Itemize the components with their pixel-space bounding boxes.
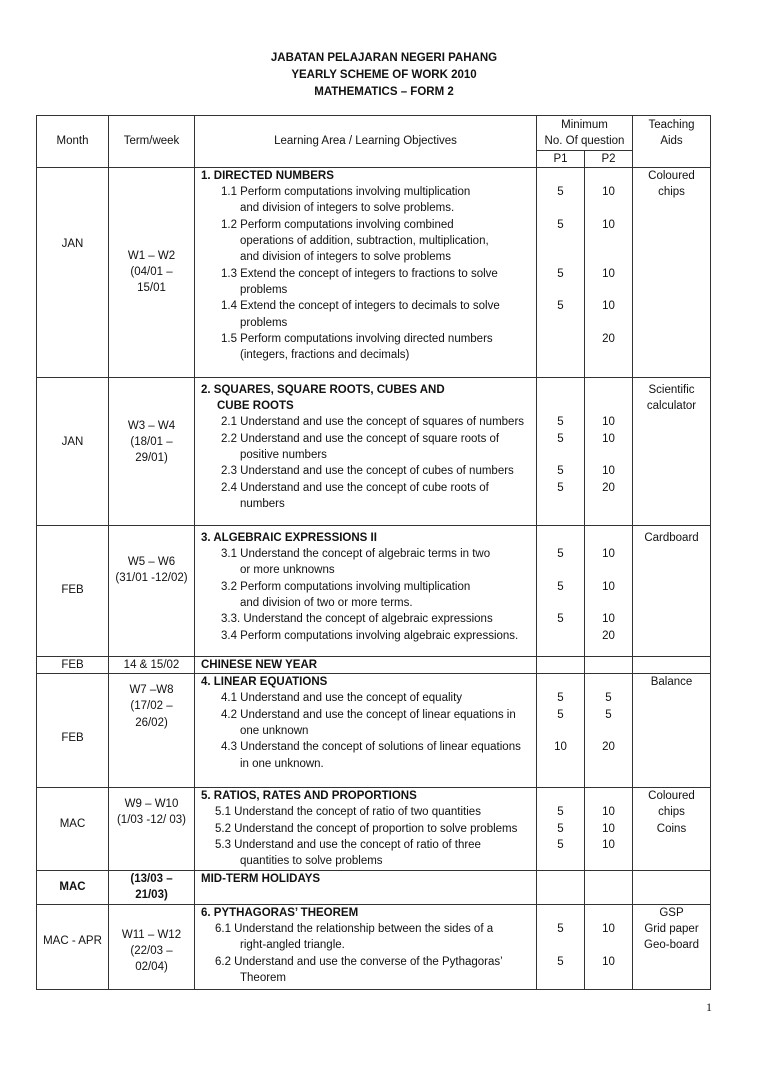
p1-value: 5 <box>557 822 564 835</box>
p2-cell <box>585 674 633 788</box>
col-month-header: Month <box>37 116 109 168</box>
teaching-aid: Geo-board <box>644 939 699 952</box>
p1-value <box>537 723 584 739</box>
term-cell <box>109 377 195 525</box>
p1-spacer <box>537 398 584 414</box>
term-line: 26/02) <box>135 716 168 729</box>
p1-cell <box>537 674 585 788</box>
p2-value <box>585 756 632 772</box>
p1-spacer <box>537 657 584 673</box>
p2-spacer <box>585 398 632 414</box>
term-line: W3 – W4 <box>127 419 176 432</box>
learning-area-title: 4. LINEAR EQUATIONS <box>201 676 328 689</box>
p2-spacer <box>585 674 632 690</box>
learning-objective: positive numbers <box>240 449 327 462</box>
month-cell <box>37 525 109 656</box>
learning-objective: and division of two or more terms. <box>240 597 413 610</box>
p1-value: 5 <box>557 692 564 705</box>
aids-cell <box>633 525 711 656</box>
p1-value: 5 <box>557 839 564 852</box>
p2-cell <box>585 377 633 525</box>
teaching-aid: GSP <box>659 906 684 919</box>
p2-cell <box>585 788 633 871</box>
p2-spacer <box>585 657 632 673</box>
p2-value <box>585 447 632 463</box>
term-line: 29/01) <box>135 452 168 465</box>
p2-value: 10 <box>602 186 615 199</box>
learning-cell <box>195 167 537 377</box>
term-line: (1/03 -12/ 03) <box>116 814 187 827</box>
learning-objective: 1.3 Extend the concept of integers to fractions to solve <box>221 267 498 280</box>
p2-value: 10 <box>602 613 615 626</box>
aids-cell <box>633 871 711 905</box>
p1-value: 5 <box>557 923 564 936</box>
p2-cell <box>585 656 633 673</box>
term-line: 15/01 <box>137 282 166 295</box>
p1-spacer <box>537 530 584 546</box>
p1-value: 5 <box>557 186 564 199</box>
month-label: JAN <box>61 435 84 448</box>
learning-objective: (integers, fractions and decimals) <box>240 349 410 362</box>
learning-objective: and division of integers to solve problems <box>240 251 451 264</box>
term-line: 14 & 15/02 <box>123 658 180 671</box>
term-block <box>109 248 194 297</box>
learning-cell <box>195 904 537 989</box>
p1-value: 5 <box>557 300 564 313</box>
term-line: W11 – W12 <box>121 928 182 941</box>
p2-value <box>585 233 632 249</box>
learning-cell <box>195 656 537 673</box>
col-p2-header: P2 <box>585 150 633 167</box>
p1-value: 5 <box>557 267 564 280</box>
p2-spacer <box>585 530 632 546</box>
learning-objective: 4.1 Understand and use the concept of equality <box>221 692 463 705</box>
p1-value <box>537 347 584 363</box>
learning-objective: 1.1 Perform computations involving multiplication <box>221 186 471 199</box>
p2-cell <box>585 871 633 905</box>
learning-objective: 3.4 Perform computations involving algebraic expressions. <box>221 629 519 642</box>
learning-cell <box>195 871 537 905</box>
teaching-aid: Scientific <box>648 383 695 396</box>
p2-value: 5 <box>605 692 612 705</box>
learning-objective: 5.2 Understand the concept of proportion to solve problems <box>215 822 518 835</box>
month-label: FEB <box>61 658 84 671</box>
p2-value: 10 <box>602 923 615 936</box>
p1-value <box>537 233 584 249</box>
term-line: (04/01 – <box>130 266 173 279</box>
p1-spacer <box>537 871 584 887</box>
term-line: (31/01 -12/02) <box>115 572 188 585</box>
p2-spacer <box>585 382 632 398</box>
p1-value <box>537 628 584 644</box>
learning-area-title: MID-TERM HOLIDAYS <box>201 873 321 886</box>
month-label: MAC - APR <box>43 934 102 947</box>
teaching-aid: Coloured <box>648 169 695 182</box>
month-cell <box>37 871 109 905</box>
p1-spacer <box>537 905 584 921</box>
p2-value <box>585 970 632 986</box>
table-row <box>37 525 711 656</box>
p1-value: 5 <box>557 218 564 231</box>
teaching-aid: chips <box>658 806 685 819</box>
p2-value <box>585 562 632 578</box>
p2-value: 20 <box>602 481 615 494</box>
learning-area-title: CHINESE NEW YEAR <box>201 658 318 671</box>
p1-value: 5 <box>557 465 564 478</box>
teaching-aid: calculator <box>646 400 697 413</box>
learning-objective: and division of integers to solve problems. <box>240 202 455 215</box>
p1-value <box>537 756 584 772</box>
p2-spacer <box>585 871 632 887</box>
p1-value <box>537 331 584 347</box>
learning-area-title: 5. RATIOS, RATES AND PROPORTIONS <box>201 790 417 803</box>
p2-value: 10 <box>602 432 615 445</box>
aids-cell <box>633 377 711 525</box>
doc-title-line1: JABATAN PELAJARAN NEGERI PAHANG <box>270 52 498 64</box>
teaching-aid: chips <box>658 186 685 199</box>
learning-objective: in one unknown. <box>240 757 324 770</box>
term-cell <box>109 525 195 656</box>
month-label: FEB <box>61 732 84 745</box>
p2-value <box>585 723 632 739</box>
p1-value <box>537 496 584 512</box>
term-line: W7 –W8 <box>129 684 174 697</box>
p2-value: 10 <box>602 300 615 313</box>
p2-value: 10 <box>602 822 615 835</box>
p2-spacer <box>585 788 632 804</box>
page-number: 1 <box>706 1000 712 1014</box>
learning-objective: 3.3. Understand the concept of algebraic expressions <box>221 613 493 626</box>
table-row <box>37 167 711 377</box>
p2-value: 5 <box>605 708 612 721</box>
p1-value: 5 <box>557 708 564 721</box>
learning-area-title-cont: CUBE ROOTS <box>217 400 294 413</box>
learning-objective: 2.1 Understand and use the concept of squares of numbers <box>221 416 525 429</box>
term-line: W9 – W10 <box>124 798 179 811</box>
p1-value: 5 <box>557 416 564 429</box>
term-block <box>109 796 194 829</box>
p2-value <box>585 282 632 298</box>
col-learning-header: Learning Area / Learning Objectives <box>195 116 537 168</box>
learning-objective: 5.1 Understand the concept of ratio of two quantities <box>215 806 481 819</box>
doc-title-line2: YEARLY SCHEME OF WORK 2010 <box>291 69 477 81</box>
p2-value <box>585 595 632 611</box>
p1-value: 5 <box>557 548 564 561</box>
p2-value: 10 <box>602 580 615 593</box>
min-label-2: No. Of question <box>544 135 625 148</box>
learning-objective: 2.2 Understand and use the concept of square roots of <box>221 432 500 445</box>
learning-objective: 2.3 Understand and use the concept of cubes of numbers <box>221 465 514 478</box>
p1-cell <box>537 525 585 656</box>
p1-value <box>537 249 584 265</box>
learning-objective: 5.3 Understand and use the concept of ratio of three <box>215 839 481 852</box>
term-line: 02/04) <box>135 961 168 974</box>
table-row <box>37 871 711 905</box>
aids-cell <box>633 788 711 871</box>
p2-value: 10 <box>602 267 615 280</box>
p1-cell <box>537 871 585 905</box>
p2-value <box>585 249 632 265</box>
p1-value <box>537 970 584 986</box>
term-block <box>109 682 194 731</box>
p2-value: 10 <box>602 465 615 478</box>
month-cell <box>37 904 109 989</box>
p1-value <box>537 282 584 298</box>
aids-cell <box>633 674 711 788</box>
p2-value <box>585 496 632 512</box>
p2-value: 20 <box>602 741 615 754</box>
p2-value <box>585 315 632 331</box>
table-row <box>37 656 711 673</box>
term-block <box>109 871 194 904</box>
term-line: (18/01 – <box>130 436 173 449</box>
p2-value <box>585 347 632 363</box>
learning-area-title: 1. DIRECTED NUMBERS <box>201 169 334 182</box>
p1-spacer <box>537 674 584 690</box>
table-row <box>37 377 711 525</box>
p1-cell <box>537 904 585 989</box>
p1-spacer <box>537 168 584 184</box>
term-block <box>109 657 194 673</box>
learning-objective: problems <box>240 316 288 329</box>
p1-spacer <box>537 382 584 398</box>
p1-value: 5 <box>557 613 564 626</box>
learning-cell <box>195 788 537 871</box>
learning-objective: 1.4 Extend the concept of integers to decimals to solve <box>221 300 500 313</box>
learning-objective: or more unknowns <box>240 564 335 577</box>
learning-objective: 3.2 Perform computations involving multiplication <box>221 580 471 593</box>
term-line: (13/03 – <box>130 873 173 886</box>
learning-area-title: 6. PYTHAGORAS’ THEOREM <box>201 906 359 919</box>
p1-value: 5 <box>557 806 564 819</box>
learning-objective: numbers <box>240 497 285 510</box>
p2-cell <box>585 904 633 989</box>
learning-area-title: 3. ALGEBRAIC EXPRESSIONS II <box>201 531 377 544</box>
learning-cell <box>195 674 537 788</box>
learning-area-title: 2. SQUARES, SQUARE ROOTS, CUBES AND <box>201 383 445 396</box>
p2-value: 20 <box>602 332 615 345</box>
learning-objective: problems <box>240 283 288 296</box>
aids-cell <box>633 167 711 377</box>
teaching-aid: Grid paper <box>644 923 699 936</box>
learning-objective: right-angled triangle. <box>240 939 345 952</box>
col-aids-header <box>633 116 711 168</box>
p1-value <box>537 447 584 463</box>
p1-value <box>537 315 584 331</box>
month-cell <box>37 167 109 377</box>
col-term-header: Term/week <box>109 116 195 168</box>
learning-cell <box>195 377 537 525</box>
month-label: FEB <box>61 583 84 596</box>
p2-cell <box>585 525 633 656</box>
term-line: 21/03) <box>135 889 168 902</box>
p2-cell <box>585 167 633 377</box>
month-cell <box>37 674 109 788</box>
aids-cell <box>633 656 711 673</box>
learning-objective: 1.5 Perform computations involving directed numbers <box>221 332 493 345</box>
term-cell <box>109 904 195 989</box>
aids-label-1: Teaching <box>648 119 695 131</box>
p1-value: 5 <box>557 432 564 445</box>
scheme-table <box>36 115 711 990</box>
p1-spacer <box>537 788 584 804</box>
term-cell <box>109 167 195 377</box>
p2-spacer <box>585 168 632 184</box>
term-cell <box>109 674 195 788</box>
term-line: W1 – W2 <box>127 249 176 262</box>
p1-value <box>537 562 584 578</box>
p1-cell <box>537 167 585 377</box>
term-cell <box>109 656 195 673</box>
table-row <box>37 674 711 788</box>
p1-value: 5 <box>557 955 564 968</box>
aids-cell <box>633 904 711 989</box>
p2-value: 10 <box>602 548 615 561</box>
teaching-aid: Cardboard <box>644 531 699 544</box>
learning-cell <box>195 525 537 656</box>
learning-objective: 6.2 Understand and use the converse of the Pythagoras’ <box>215 955 503 968</box>
p2-value: 10 <box>602 955 615 968</box>
term-cell <box>109 871 195 905</box>
p1-cell <box>537 656 585 673</box>
p1-value: 5 <box>557 580 564 593</box>
table-row <box>37 904 711 989</box>
teaching-aid: Coloured <box>648 790 695 803</box>
learning-objective: 1.2 Perform computations involving combined <box>221 218 454 231</box>
term-line: W5 – W6 <box>127 555 176 568</box>
p1-cell <box>537 377 585 525</box>
table-header-row <box>37 116 711 151</box>
p1-value <box>537 853 584 869</box>
month-cell <box>37 377 109 525</box>
month-label: MAC <box>59 818 86 831</box>
term-cell <box>109 788 195 871</box>
term-block <box>109 418 194 467</box>
p1-value: 5 <box>557 481 564 494</box>
term-line: (17/02 – <box>130 700 173 713</box>
doc-title-line3: MATHEMATICS – FORM 2 <box>314 86 454 98</box>
month-label: MAC <box>59 881 86 894</box>
col-minimum-header <box>537 116 633 151</box>
learning-objective: operations of addition, subtraction, multiplication, <box>240 235 489 248</box>
p2-spacer <box>585 905 632 921</box>
p1-value <box>537 200 584 216</box>
learning-objective: 4.3 Understand the concept of solutions of linear equations <box>221 741 521 754</box>
aids-label-2: Aids <box>660 135 683 148</box>
learning-objective: quantities to solve problems <box>240 855 383 868</box>
p2-value: 10 <box>602 839 615 852</box>
p2-value: 20 <box>602 629 615 642</box>
learning-objective: Theorem <box>240 971 287 984</box>
learning-objective: 4.2 Understand and use the concept of linear equations in <box>221 708 516 721</box>
term-block <box>109 927 194 976</box>
month-label: JAN <box>61 237 84 250</box>
learning-objective: one unknown <box>240 725 309 738</box>
learning-objective: 2.4 Understand and use the concept of cube roots of <box>221 481 489 494</box>
p2-value: 10 <box>602 218 615 231</box>
p2-value: 10 <box>602 806 615 819</box>
month-cell <box>37 656 109 673</box>
learning-objective: 6.1 Understand the relationship between the sides of a <box>215 923 494 936</box>
p2-value <box>585 937 632 953</box>
table-row <box>37 788 711 871</box>
p1-value: 10 <box>554 741 567 754</box>
teaching-aid: Coins <box>656 822 687 835</box>
term-line: (22/03 – <box>130 945 173 958</box>
p2-value <box>585 853 632 869</box>
month-cell <box>37 788 109 871</box>
p1-value <box>537 595 584 611</box>
p1-cell <box>537 788 585 871</box>
teaching-aid: Balance <box>650 676 693 689</box>
p2-value <box>585 200 632 216</box>
p2-value: 10 <box>602 416 615 429</box>
min-label-1: Minimum <box>561 119 608 131</box>
p1-value <box>537 937 584 953</box>
learning-objective: 3.1 Understand the concept of algebraic terms in two <box>221 548 491 561</box>
term-block <box>109 554 194 587</box>
col-p1-header: P1 <box>537 150 585 167</box>
